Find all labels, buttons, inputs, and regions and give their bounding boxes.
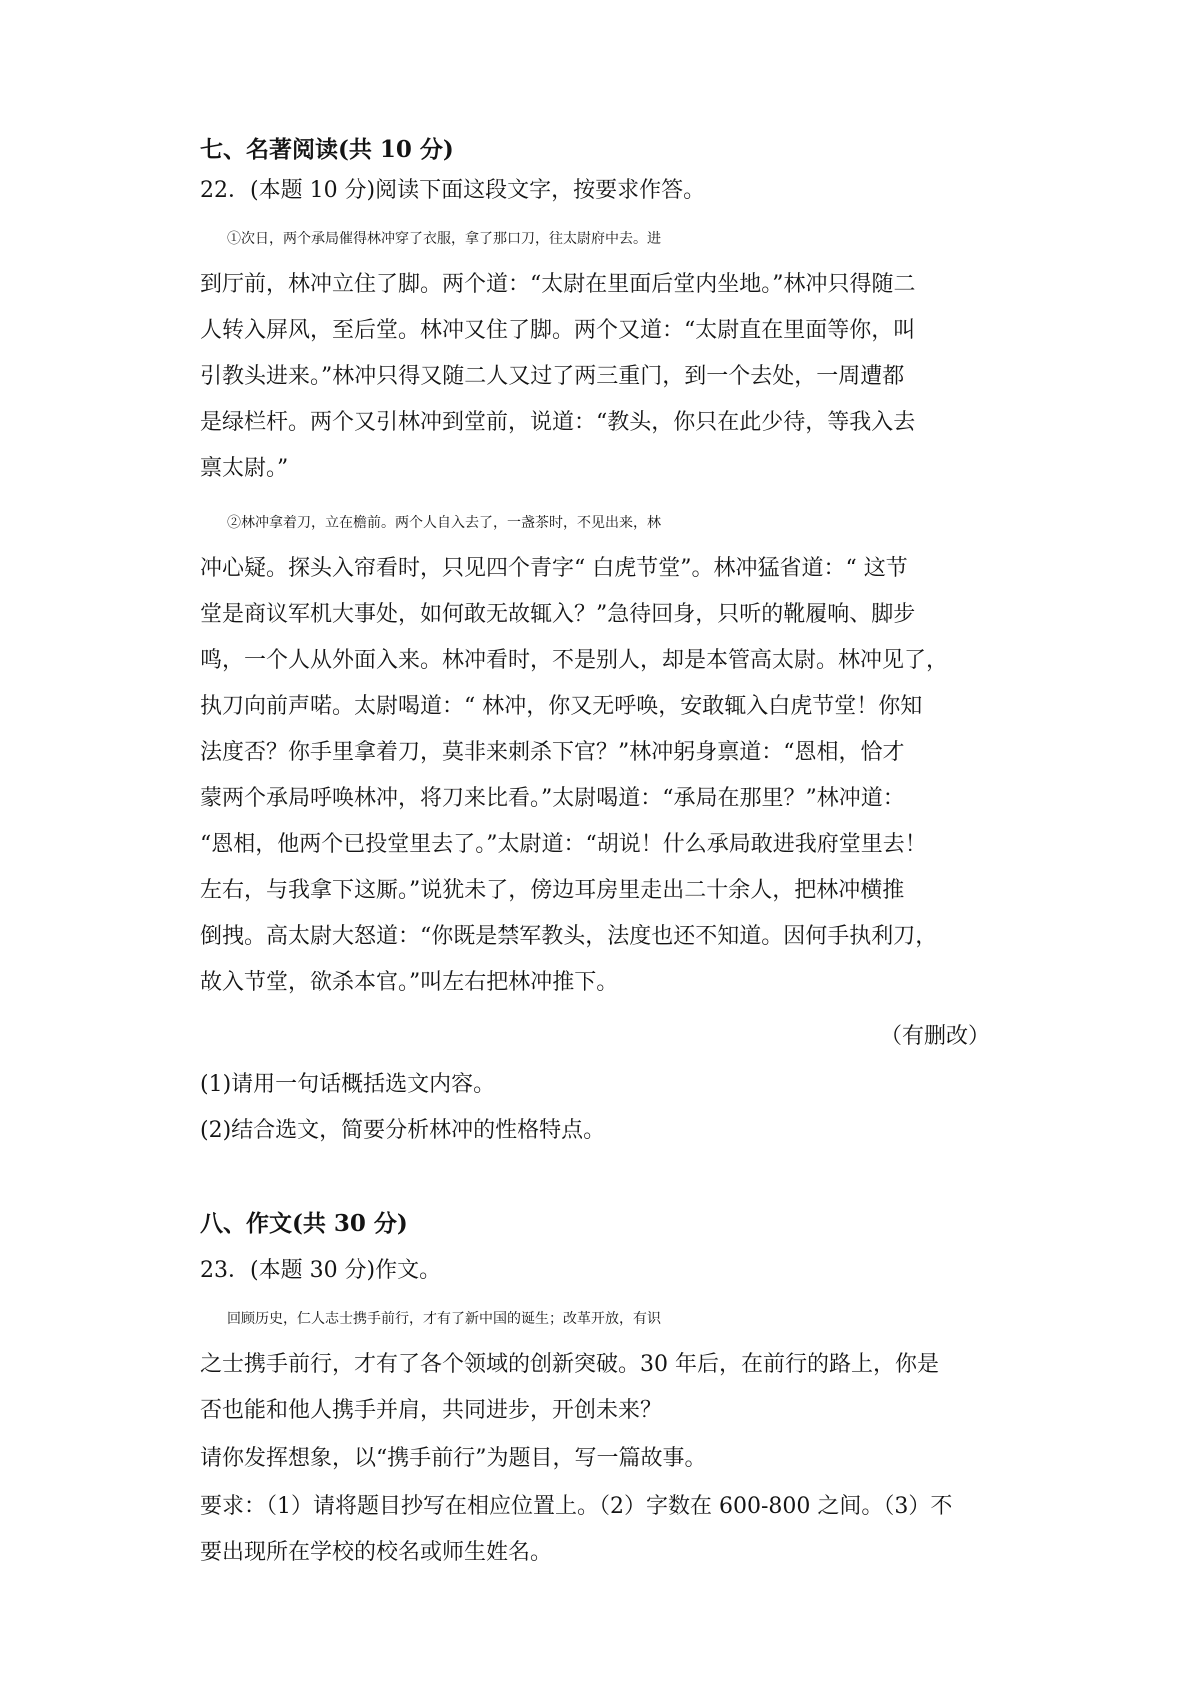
question-22-heading: 22．(本题 10 分)阅读下面这段文字，按要求作答。 bbox=[200, 178, 706, 203]
requirement-line: 要求：（1）请将题目抄写在相应位置上。（2）字数在 600-800 之间。（3）不 bbox=[200, 1494, 953, 1519]
passage-line: ①次日，两个承局催得林冲穿了衣服，拿了那口刀，往太尉府中去。进 bbox=[227, 231, 661, 247]
section-8-title: 八、作文(共 30 分) bbox=[200, 1210, 408, 1237]
sub-question-1: (1)请用一句话概括选文内容。 bbox=[200, 1072, 496, 1097]
passage-line: 引教头进来。”林冲只得又随二人又过了两三重门，到一个去处，一周遭都 bbox=[200, 364, 905, 389]
question-23-heading: 23．(本题 30 分)作文。 bbox=[200, 1258, 442, 1283]
requirement-line: 要出现所在学校的校名或师生姓名。 bbox=[200, 1540, 553, 1565]
passage-line: 人转入屏风，至后堂。林冲又住了脚。两个又道：“太尉直在里面等你，叫 bbox=[200, 318, 916, 343]
passage-line: 执刀向前声喏。太尉喝道：“ 林冲，你又无呼唤，安敢辄入白虎节堂！你知 bbox=[200, 694, 923, 719]
passage-line: 故入节堂，欲杀本官。”叫左右把林冲推下。 bbox=[200, 970, 619, 995]
passage-line: 是绿栏杆。两个又引林冲到堂前，说道：“教头，你只在此少待，等我入去 bbox=[200, 410, 916, 435]
passage-line: “恩相，他两个已投堂里去了。”太尉道：“胡说！什么承局敢进我府堂里去！ bbox=[200, 832, 927, 857]
passage-line: 法度否？你手里拿着刀，莫非来刺杀下官？”林冲躬身禀道：“恩相，恰才 bbox=[200, 740, 905, 765]
prompt-line: 否也能和他人携手并肩，共同进步，开创未来？ bbox=[200, 1398, 663, 1423]
section-7-title: 七、名著阅读(共 10 分) bbox=[200, 136, 454, 163]
prompt-line: 回顾历史，仁人志士携手前行，才有了新中国的诞生；改革开放，有识 bbox=[227, 1311, 661, 1327]
source-note: （有删改） bbox=[879, 1024, 990, 1049]
passage-line: 鸣，一个人从外面入来。林冲看时，不是别人，却是本管高太尉。林冲见了， bbox=[200, 648, 949, 673]
passage-line: 倒拽。高太尉大怒道：“你既是禁军教头，法度也还不知道。因何手执利刀， bbox=[200, 924, 938, 949]
passage-line: 冲心疑。探头入帘看时，只见四个青字“ 白虎节堂”。林冲猛省道：“ 这节 bbox=[200, 556, 908, 581]
essay-instruction: 请你发挥想象，以“携手前行”为题目，写一篇故事。 bbox=[200, 1446, 707, 1471]
passage-line: 到厅前，林冲立住了脚。两个道：“太尉在里面后堂内坐地。”林冲只得随二 bbox=[200, 272, 916, 297]
sub-question-2: (2)结合选文，简要分析林冲的性格特点。 bbox=[200, 1118, 606, 1143]
passage-line: 禀太尉。” bbox=[200, 456, 289, 481]
passage-line: 堂是商议军机大事处，如何敢无故辄入？”急待回身，只听的靴履响、脚步 bbox=[200, 602, 916, 627]
prompt-line: 之士携手前行，才有了各个领域的创新突破。30 年后，在前行的路上，你是 bbox=[200, 1352, 939, 1377]
passage-line: 蒙两个承局呼唤林冲，将刀来比看。”太尉喝道：“承局在那里？”林冲道： bbox=[200, 786, 905, 811]
passage-line: 左右，与我拿下这厮。”说犹未了，傍边耳房里走出二十余人，把林冲横推 bbox=[200, 878, 905, 903]
passage-line: ②林冲拿着刀，立在檐前。两个人自入去了，一盏茶时，不见出来，林 bbox=[227, 515, 661, 531]
